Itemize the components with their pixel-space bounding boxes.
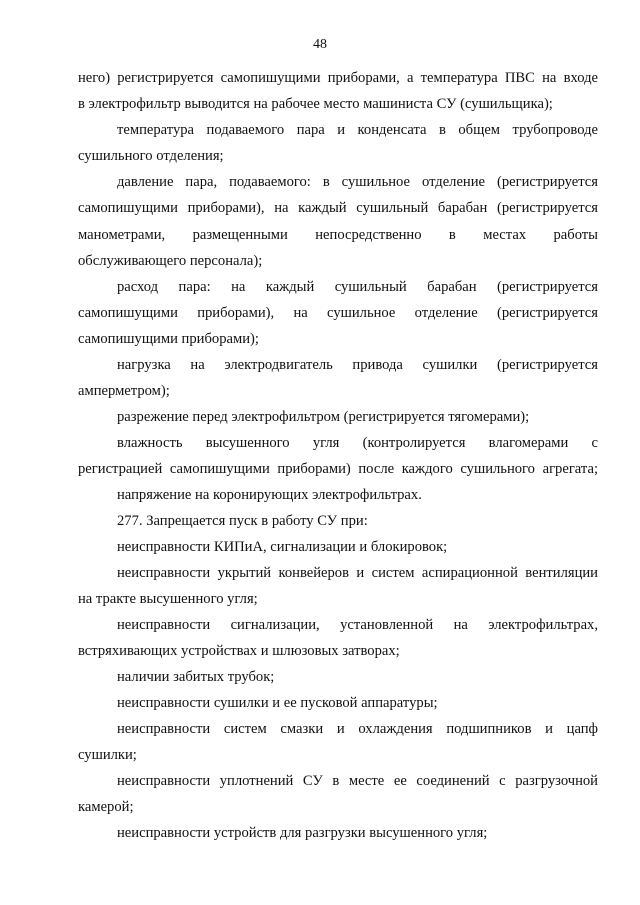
text-line: сушилки; [78,747,137,763]
text-line: самопишущими приборами), на сушильное отделение (регистрируется [78,305,598,321]
text-line: встряхивающих устройствах и шлюзовых затворах; [78,643,400,659]
text-line: в электрофильтр выводится на рабочее место машиниста СУ (сушильщика); [78,96,553,112]
text-line: напряжение на коронирующих электрофильтрах. [117,487,422,503]
text-line: обслуживающего персонала); [78,253,263,269]
text-line: манометрами, размещенными непосредственно в местах работы [78,227,598,243]
text-line: самопишущими приборами), на каждый сушильный барабан (регистрируется [78,200,598,216]
text-line: неисправности сигнализации, установленной на электрофильтрах, [117,617,598,633]
text-line: неисправности устройств для разгрузки высушенного угля; [117,825,488,841]
text-line: камерой; [78,799,134,815]
text-line: наличии забитых трубок; [117,669,275,685]
text-line: на тракте высушенного угля; [78,591,258,607]
text-line: расход пара: на каждый сушильный барабан (регистрируется [117,279,598,295]
text-line: неисправности уплотнений СУ в месте ее соединений с разгрузочной [117,773,598,789]
text-line: влажность высушенного угля (контролируется влагомерами с [117,435,598,451]
text-line: разрежение перед электрофильтром (регистрируется тягомерами); [117,409,530,425]
text-line: сушильного отделения; [78,148,224,164]
text-line: регистрацией самопишущими приборами) после каждого сушильного агрегата; [78,461,598,477]
text-line: неисправности КИПиА, сигнализации и блокировок; [117,539,448,555]
text-line: амперметром); [78,383,170,399]
text-line: него) регистрируется самопишущими приборами, а температура ПВС на входе [78,70,598,86]
text-line: нагрузка на электродвигатель привода сушилки (регистрируется [117,357,598,373]
page-number: 48 [313,37,327,52]
text-line: давление пара, подаваемого: в сушильное отделение (регистрируется [117,174,598,190]
text-line: неисправности сушилки и ее пусковой аппаратуры; [117,695,438,711]
text-line: 277. Запрещается пуск в работу СУ при: [117,513,368,529]
text-line: самопишущими приборами); [78,331,259,347]
text-line: температура подаваемого пара и конденсата в общем трубопроводе [117,122,598,138]
text-line: неисправности укрытий конвейеров и систем аспирационной вентиляции [117,565,598,581]
text-line: неисправности систем смазки и охлаждения подшипников и цапф [117,721,598,737]
